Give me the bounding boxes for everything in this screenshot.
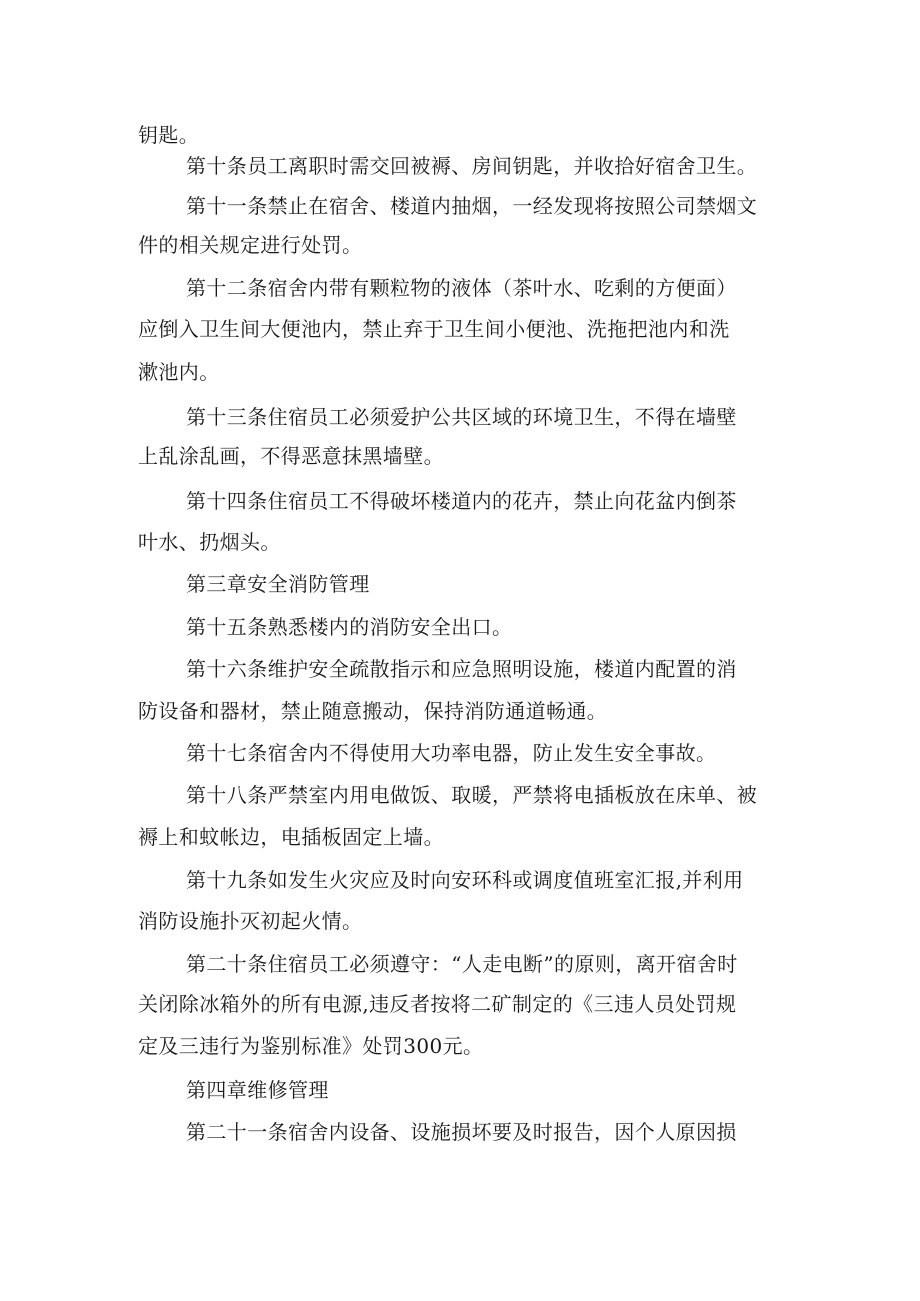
text-line: 褥上和蚊帐边，电插板固定上墙。 bbox=[138, 825, 444, 849]
text-line: 上乱涂乱画，不得恶意抹黑墙壁。 bbox=[138, 444, 444, 468]
text-line: 第十七条宿舍内不得使用大功率电器，防止发生安全事故。 bbox=[186, 741, 717, 765]
text-line: 定及三违行为鉴别标准》处罚300元。 bbox=[138, 1034, 484, 1058]
text-line: 关闭除冰箱外的所有电源,违反者按将二矿制定的《三违人员处罚规 bbox=[138, 992, 737, 1016]
text-line: 第十八条严禁室内用电做饭、取暖，严禁将电插板放在床单、被 bbox=[186, 783, 758, 807]
text-line: 第十三条住宿员工必须爱护公共区域的环境卫生，不得在墙壁 bbox=[186, 405, 737, 429]
text-line: 消防设施扑灭初起火情。 bbox=[138, 909, 363, 933]
chapter-heading: 第三章安全消防管理 bbox=[186, 572, 370, 596]
text-line: 第十六条维护安全疏散指示和应急照明设施，楼道内配置的消 bbox=[186, 657, 737, 681]
text-line: 第十五条熟悉楼内的消防安全出口。 bbox=[186, 615, 513, 639]
text-line: 第十条员工离职时需交回被褥、房间钥匙，并收拾好宿舍卫生。 bbox=[186, 154, 758, 178]
chapter-heading: 第四章维修管理 bbox=[186, 1078, 329, 1102]
text-line: 第十九条如发生火灾应及时向安环科或调度值班室汇报,并利用 bbox=[186, 868, 744, 892]
text-line: 第十四条住宿员工不得破坏楼道内的花卉，禁止向花盆内倒茶 bbox=[186, 489, 737, 513]
text-line: 第十一条禁止在宿舍、楼道内抽烟，一经发现将按照公司禁烟文 bbox=[186, 194, 758, 218]
text-line: 漱池内。 bbox=[138, 360, 220, 384]
text-line: 第二十一条宿舍内设备、设施损坏要及时报告，因个人原因损 bbox=[186, 1120, 737, 1144]
text-line: 第十二条宿舍内带有颗粒物的液体（茶叶水、吃剩的方便面） bbox=[186, 276, 737, 300]
text-line: 应倒入卫生间大便池内，禁止弃于卫生间小便池、洗拖把池内和洗 bbox=[138, 317, 730, 341]
text-line: 防设备和器材，禁止随意搬动，保持消防通道畅通。 bbox=[138, 699, 608, 723]
text-line: 件的相关规定进行处罚。 bbox=[138, 233, 363, 257]
text-line: 钥匙。 bbox=[138, 123, 200, 147]
text-line: 第二十条住宿员工必须遵守：“人走电断”的原则，离开宿舍时 bbox=[186, 952, 738, 976]
text-line: 叶水、扔烟头。 bbox=[138, 530, 281, 554]
